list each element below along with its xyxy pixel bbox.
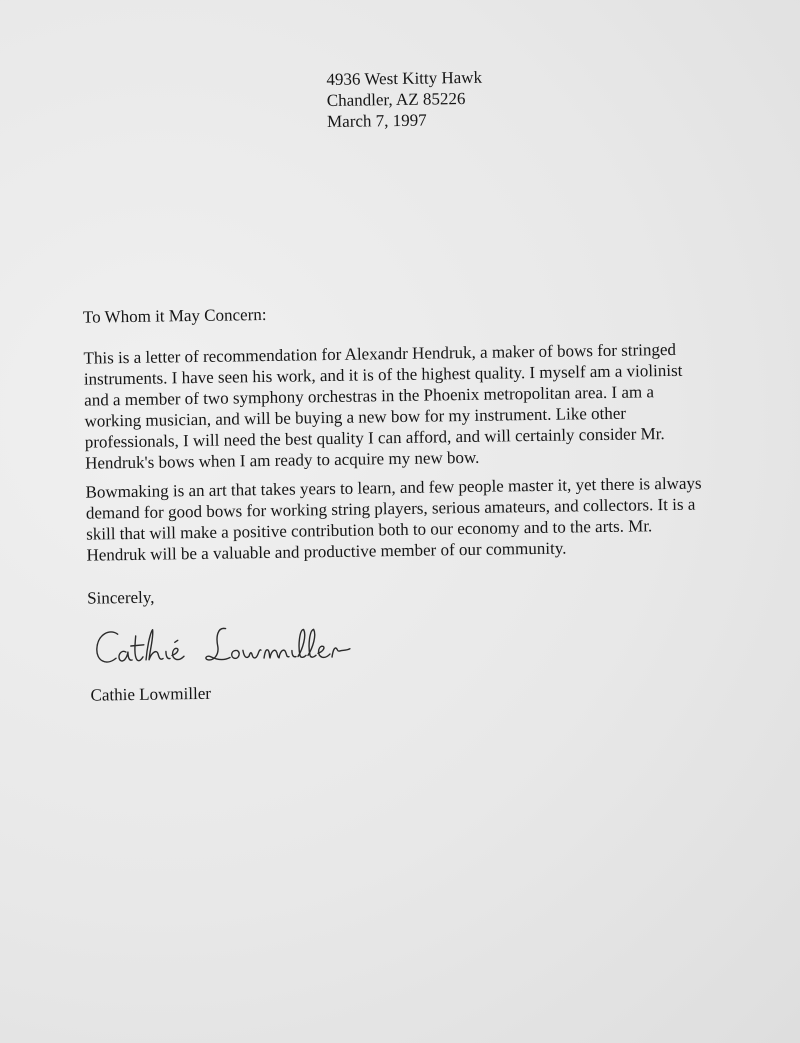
handwritten-signature — [89, 612, 390, 676]
address-line-street: 4936 West Kitty Hawk — [326, 67, 483, 90]
signer-name: Cathie Lowmiller — [90, 683, 212, 705]
paragraph-line: Hendruk will be a valuable and productive member of our community. — [86, 538, 567, 565]
paragraph-line: instruments. I have seen his work, and it is of the highest quality. I myself am a violinist — [83, 360, 683, 389]
paragraph-line: Hendruk's bows when I am ready to acquire my new bow. — [84, 447, 480, 473]
paragraph-line: This is a letter of recommendation for Alexandr Hendruk, a maker of bows for stringed — [83, 339, 677, 368]
paragraph-line: skill that will make a positive contribution both to our economy and to the arts. Mr. — [86, 516, 653, 544]
paragraph-line: demand for good bows for working string players, serious amateurs, and collectors. It is a — [85, 494, 696, 523]
body-paragraph-2 — [85, 473, 702, 566]
address-line-city: Chandler, AZ 85226 — [326, 88, 466, 111]
salutation: To Whom it May Concern: — [82, 304, 267, 327]
body-paragraph-1 — [83, 339, 683, 474]
paragraph-line: Bowmaking is an art that takes years to learn, and few people master it, yet there is always — [85, 473, 702, 502]
closing: Sincerely, — [86, 587, 155, 608]
paragraph-line: and a member of two symphony orchestras in the Phoenix metropolitan area. I am a — [84, 382, 655, 410]
paragraph-line: working musician, and will be buying a new bow for my instrument. Like other — [84, 403, 627, 431]
paragraph-line: professionals, I will need the best quality I can afford, and will certainly consider Mr. — [84, 424, 665, 452]
sender-address-block — [326, 67, 482, 132]
letter-date: March 7, 1997 — [326, 110, 427, 132]
